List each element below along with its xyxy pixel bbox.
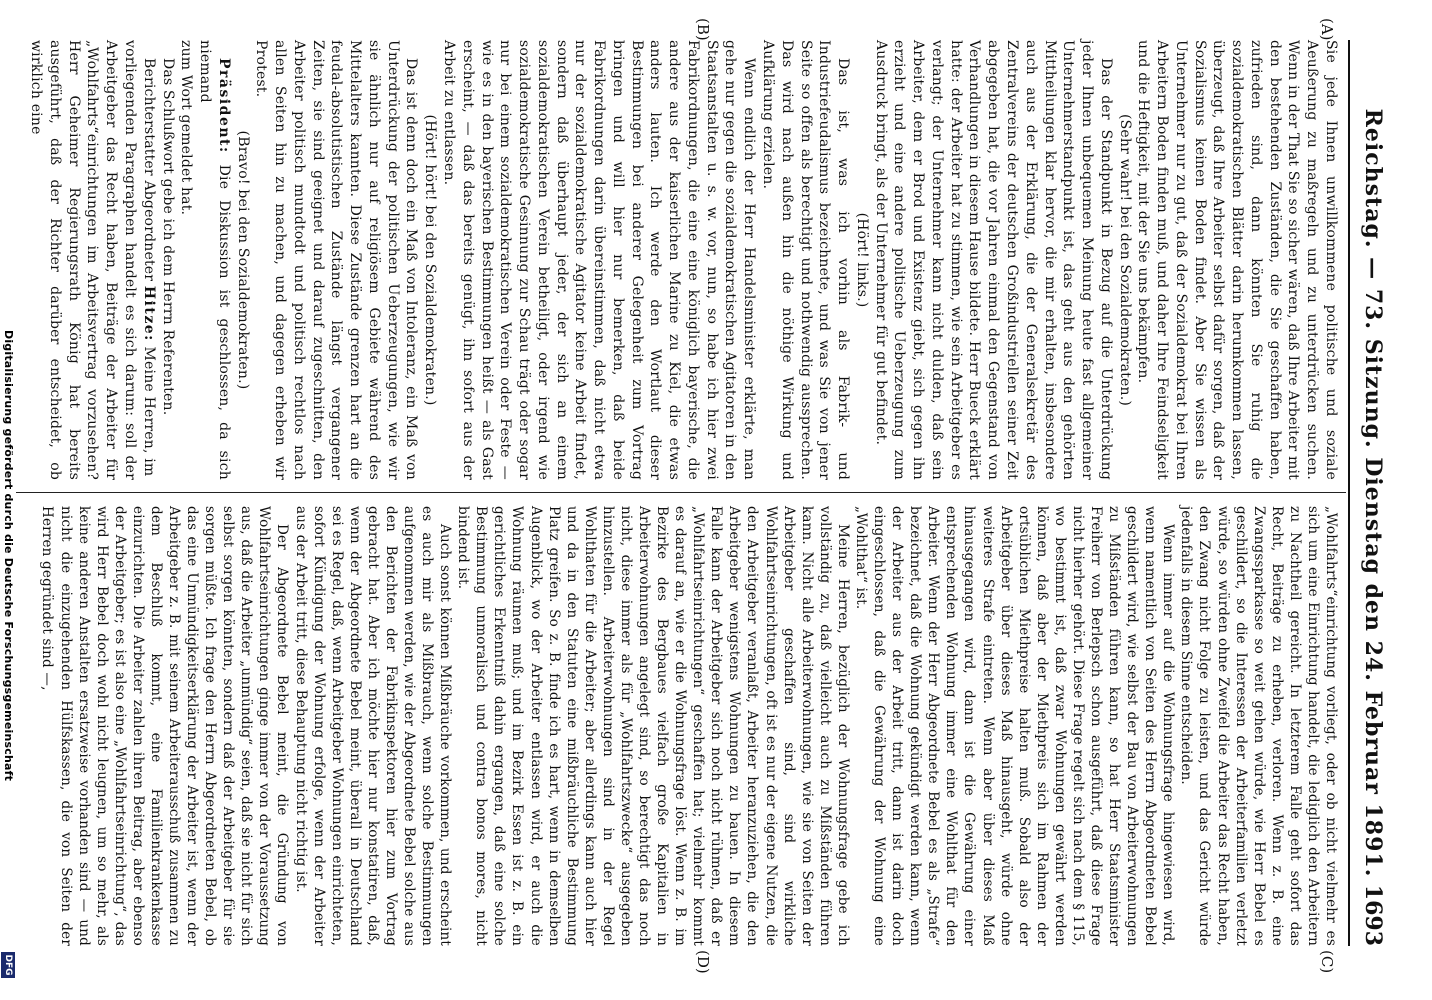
margin-marker-b: (B)	[694, 18, 712, 41]
running-title: Reichstag. — 73. Sitzung. Dienstag den 24. Februar 1891.	[1360, 108, 1386, 878]
margin-marker-a: (A)	[1318, 18, 1336, 41]
paragraph: Das der Standpunkt in Bezug auf die Unterdrückung jeder Ihnen unbequemen Meinung heute fast allgemeiner Unternehmerstandpunkt ist, das geht aus den gehörten Mittheilungen klar hervor, die mir erhalten, insbesondere auch aus der Erklärung, die der Generalsekretär des Zentralvereins der deutschen Großindustriellen seiner Zeit abgegeben hat, die vor Jahren einmal den Gegenstand von Verhandlungen in diesem Hause bildete. Herr Bueck erklärt hatte: der Arbeiter hat zu stimmen, wie sein Arbeitgeber es verlangt; der Unternehmer kann nicht dulden, daß sein Arbeiter, dem er Brod und Existenz giebt, sich gegen ihn erzieht und eine andere politische Ueberzeugung zum Ausdruck bringt, als der Unternehmer für gut befindet.	[872, 40, 1114, 480]
dfg-logo: DFG	[1, 952, 15, 978]
digitization-footer	[0, 0, 15, 1000]
page-header	[1356, 40, 1386, 946]
paragraph: Wenn immer auf die Wohnungsfrage hingewiesen wird, wenn namentlich von Seiten des Herrn Abgeordneten Bebel geschildert wird, wie selbst der Bau von Arbeiterwohnungen zu Mißständen führen kann, so hat Herr Staatsminister Freiherr von Berlepsch schon ausgeführt, daß diese Frage nicht hierher gehört. Diese Frage regelt sich nach dem § 115, wo bestimmt ist, daß zwar Wohnungen gewährt werden können, daß aber der Miethpreis sich im Rahmen der ortsüblichen Miethpreise halten muß. Sobald also der Arbeitgeber über dieses Maß hinausgeht, würde ohne weiteres Strafe eintreten. Wenn aber über dieses Maß hinausgegangen wird, dann ist die Gewährung einer entsprechenden Wohnung immer eine Wohlthat für den Arbeiter. Wenn der Herr Abgeordnete Bebel es als „Strafe“ bezeichnet, daß die Wohnung gekündigt werden kann, wenn der Arbeiter aus der Arbeit tritt, dann ist darin doch eingeschlossen, daß die Gewährung der Wohnung eine „Wohlthat“ ist.	[852, 506, 1177, 946]
paragraph: Sie jede Ihnen unwillkommene politische und soziale Aeußerung zu maßregeln und zu unterdrücken suchen. Wenn in der That Sie so sicher wären, daß Ihre Arbeiter mit den bestehenden Zuständen, die Sie geschaffen haben, zufrieden sind, dann könnten Sie ruhig die sozialdemokratischen Blätter darin herumkommen lassen, überzeugt, daß Ihre Arbeiter selbst dafür sorgen, daß der Sozialismus keinen Boden findet. Aber Sie wissen als Unternehmer nur zu gut, daß der Sozialdemokrat bei Ihren Arbeitern Boden finden muß, und daher Ihre Feindseligkeit und die Heftigkeit, mit der Sie uns bekämpfen.	[1135, 40, 1339, 480]
paragraph: Das Schlußwort gebe ich dem Herrn Referenten.	[159, 58, 176, 416]
paragraph: Das ist denn doch ein Maß von Intoleranz, ein Maß von Unterdrückung der politischen Ueberzeugungen, wie wir sie ähnlich nur auf religiösem Gebiete während des Mittelalters kannten. Diese Zustände grenzen hart an die feudal-absolutistischen Zustände längst vergangener Zeiten, sie sind geeignet und darauf zugeschnitten, den Arbeiter politisch mundtodt und politisch rechtlos nach allen Seiten hin zu machen, und dagegen erheben wir Protest.	[253, 40, 420, 480]
interjection: (Sehr wahr! bei den Sozialdemokraten.)	[1116, 113, 1133, 407]
header-rule	[1348, 40, 1350, 946]
president-label: Präsident:	[215, 58, 232, 154]
left-column	[26, 40, 1340, 480]
column-divider	[16, 492, 1346, 493]
president-statement	[195, 40, 233, 480]
funding-note: Digitalisierung gefördert durch die Deutsche Forschungsgemeinschaft	[2, 330, 15, 782]
president-text: Die Diskussion ist geschlossen, da sich niemand	[197, 40, 232, 480]
right-column	[38, 506, 1340, 946]
interjection: (Hört! hört! bei den Sozialdemokraten.)	[422, 114, 439, 406]
paragraph: Der Abgeordnete Bebel meint, die Gründung von Wohlfahrtseinrichtungen ginge immer von der Voraussetzung aus, daß die Arbeiter „unmündig“ seien, daß sie nicht für sich selbst sorgen könnten, sondern daß der Arbeitgeber für sie sorgen müßte. Ich frage den Herrn Abgeordneten Bebel, ob das eine Unmündigkeitserklärung der Arbeiter ist, wenn der Arbeitgeber z. B. mit seinem Arbeiterausschuß zusammen zu dem Beschluß kommt, eine Familienkrankenkasse einzurichten. Die Arbeiter zahlen ihren Beitrag, aber ebenso der Arbeitgeber; es ist also eine „Wohlfahrtseinrichtung“, das wird Herr Bebel doch wohl nicht leugnen, um so mehr, als keine anderen Anstalten ersatzweise vorhanden sind — und nicht die einzugehenden Hülfskassen, die von Seiten der Herren gegründet sind —,	[39, 506, 291, 946]
rapporteur-statement	[139, 40, 158, 480]
paragraph: zum Wort gemeldet hat.	[178, 40, 195, 216]
paragraph: „Wohlfahrts“einrichtung vorliegt, oder ob nicht vielmehr es sich um eine Einrichtung handelt, die lediglich den Arbeitern zu Nachtheil gereicht. In letzterem Falle geht sofort das Recht, Beiträge zu erheben, verloren. Wenn z. B. eine Zwangssparkasse so weit gehen würde, wie Herr Bebel es geschildert, so die Interessen der Arbeiterfamilien verletzt würde, so würden ohne Zweifel die Arbeiter das Recht haben, den Zwang nicht Folge zu leisten, und das Gericht würde jedenfalls in diesem Sinne entscheiden.	[1178, 506, 1339, 946]
interjection: (Bravo! bei den Sozialdemokraten.)	[234, 130, 251, 390]
paragraph: Auch sonst können Mißbräuche vorkommen, und erscheint es auch mir als Mißbrauch, wenn solche Bestimmungen aufgenommen werden, wie der Abgeordnete Bebel solche aus den Berichten der Fabrikinspektoren hier zum Vortrag gebracht hat. Aber ich möchte hier nur konstatiren, daß, wenn der Abgeordnete Bebel meint, überall in Deutschland sei es Regel, daß, wenn Arbeitgeber Wohnungen einrichteten, sofort Kündigung der Wohnung erfolge, wenn der Arbeiter aus der Arbeit tritt, diese Behauptung nicht richtig ist.	[292, 506, 454, 946]
page-number: 1693	[1360, 884, 1386, 946]
paragraph: vorliegenden Paragraphen handelt es sich darum: soll der Arbeitgeber das Recht haben, Beiträge der Arbeiter für „Wohlfahrts“einrichtungen im Arbeitsvertrag vorzusehen? Herr Geheimer Regierungsrath König hat bereits ausgeführt, daß der Richter darüber entscheidet, ob wirklich eine	[28, 40, 138, 480]
rapporteur-text: Meine Herren, im	[140, 346, 157, 477]
paragraph: Wenn endlich der Herr Handelsminister erklärte, man gehe nur gegen die sozialdemokratischen Agitatoren in den Staatsanstalten u. s. w. vor, nun, so habe ich hier zwei Fabrikordnungen, die eine eine königlich bayerische, die andere aus der kaiserlichen Marine zu Kiel, die etwas anders lauten. Ich werde den Wortlaut dieser Bestimmungen bei anderer Gelegenheit zum Vortrag bringen und will hier nur bemerken, daß beide Fabrikordnungen darin übereinstimmen, daß nicht etwa nur der sozialdemokratische Agitator keine Arbeit findet, sondern daß überhaupt jeder, der sich an einem sozialdemokratischen Verein betheiligt, oder irgend wie sozialdemokratische Gesinnung zur Schau trägt oder sogar nur bei einem sozialdemokratischen Verein oder Feste — wie es in den bayerischen Bestimmungen heißt — als Gast erscheint, — daß das bereits genügt, ihn sofort aus der Arbeit zu entlassen.	[441, 40, 758, 480]
rapporteur-name: Hitze:	[140, 285, 157, 342]
rapporteur-lead: Berichterstatter Abgeordneter	[140, 58, 157, 282]
paragraph: Meine Herren, bezüglich der Wohnungsfrage gebe ich vollständig zu, daß vielleicht auch zu Mißständen führen kann. Nicht alle Arbeiterwohnungen, wie sie von Seiten der Arbeitgeber geschaffen sind, sind wirkliche Wohlfahrtseinrichtungen, oft ist es nur der eigene Nutzen, die den Arbeitgeber veranlaßt, Arbeiter heranzuziehen, die den Arbeitgeber wenigstens Wohnungen zu bauen. In diesem Falle kann der Arbeitgeber sich noch nicht rühmen, daß er „Wohlfahrtseinrichtungen“ geschaffen hat; vielmehr kommt es darauf an, wie er die Wohnungsfrage löst. Wenn z. B. im Bezirke des Bergbaues vielfach große Kapitalien in Arbeiterwohnungen angelegt sind, so berechtigt das noch nicht, diese immer als für „Wohlfahrtszwecke“ ausgegeben hinzustellen. Arbeiterwohnungen sind in der Regel Wohlthaten für die Arbeiter; aber allerdings kann auch hier und da in den Statuten eine mißbräuchliche Bestimmung Platz greifen. So z. B. finde ich es hart, wenn in demselben Augenblick, wo der Arbeiter entlassen wird, er auch die Wohnung räumen muß; und im Bezirk Essen ist z. B. ein gerichtliches Erkenntniß dahin ergangen, daß eine solche Bestimmung unmoralisch und contra bonos mores, nicht bindend ist.	[455, 506, 851, 946]
margin-marker-d: (D)	[694, 950, 712, 974]
interjection: (Hört! links.)	[853, 212, 870, 308]
paragraph: Das ist, was ich vorhin als Fabrik- und Industriefeudalismus bezeichnete, und was Sie von jener Seite so offen als berechtigt und nothwendig aussprechen. Das wird nach außen hin die nöthige Wirkung und Aufklärung erzielen.	[760, 40, 852, 480]
margin-marker-c: (C)	[1318, 950, 1336, 974]
